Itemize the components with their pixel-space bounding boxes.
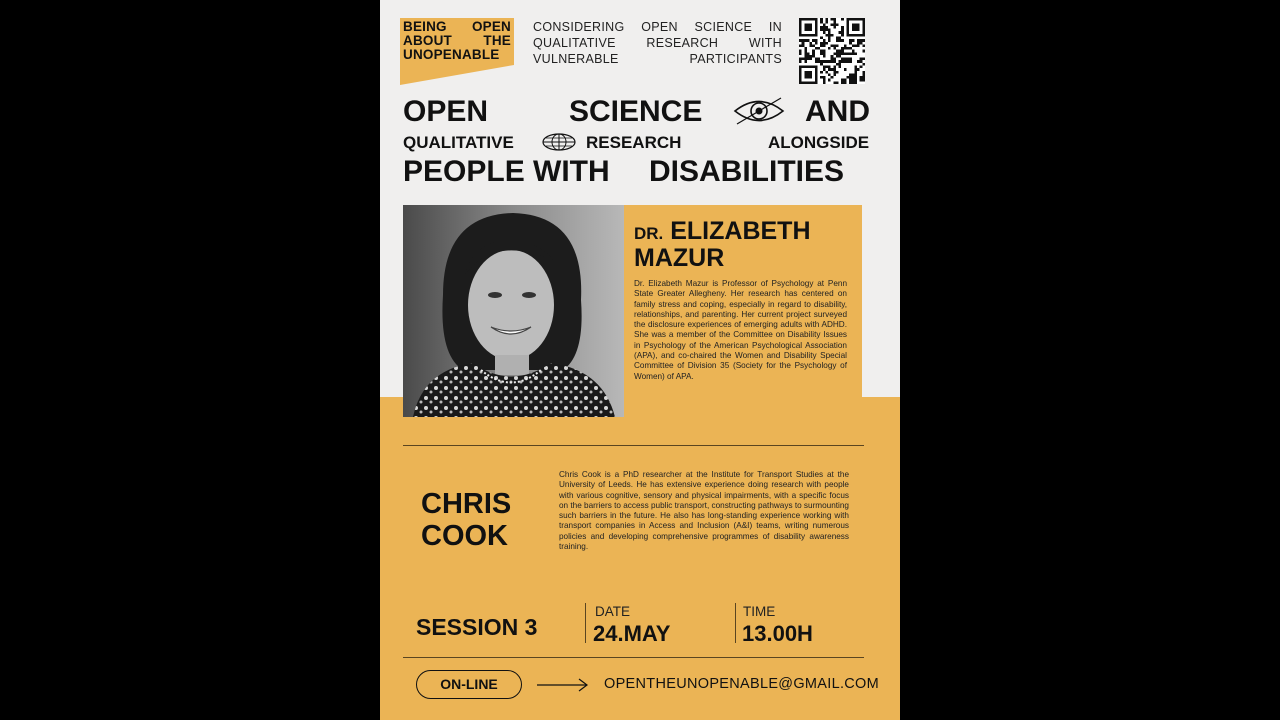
speaker1-last-name: MAZUR <box>634 244 725 272</box>
column-separator <box>735 603 736 643</box>
tagline-line: CONSIDERING OPEN SCIENCE IN <box>533 20 782 34</box>
speaker2-first-name: CHRIS <box>421 488 512 520</box>
title-word: RESEARCH <box>586 133 682 152</box>
title-word: DISABILITIES <box>649 155 845 188</box>
time-label: TIME <box>743 604 776 619</box>
title-word: OPEN <box>403 95 489 128</box>
session-number: SESSION 3 <box>416 614 538 640</box>
speaker1-name <box>634 219 811 271</box>
logo-text-line: ABOUT THE <box>403 33 511 48</box>
event-poster <box>380 0 900 720</box>
title-word: PEOPLE WITH <box>403 155 610 188</box>
title-word: AND <box>805 95 870 128</box>
eye-icon <box>733 96 785 126</box>
speaker2-last-name: COOK <box>421 520 508 552</box>
speaker1-first-name: ELIZABETH <box>670 217 811 245</box>
speaker1-prefix: DR. <box>634 224 664 243</box>
speaker2-name <box>421 488 511 552</box>
title-word: ALONGSIDE <box>768 133 870 152</box>
qr-code-icon[interactable] <box>799 18 865 84</box>
globe-icon <box>542 133 576 151</box>
logo-text-line: UNOPENABLE <box>403 47 500 62</box>
speaker2-bio: Chris Cook is a PhD researcher at the Institute for Transport Studies at the University of Leeds. He has extensive experience doing research with people with various cognitive, sensory and physical impairments, with a specific focus on the barriers to access public transport, constructing pathways to surmounting such barriers in the future. He also has long-standing experience working with transport companies in Access and Inclusion (A&I) teams, writing numerous policies and developing comprehensive programmes of disability awareness training. <box>559 470 849 552</box>
title-word: SCIENCE <box>569 95 703 128</box>
arrow-right-icon <box>537 676 589 694</box>
divider <box>403 445 864 446</box>
contact-email-link[interactable]: OPENTHEUNOPENABLE@GMAIL.COM <box>604 676 880 692</box>
speaker-photo <box>403 205 624 417</box>
logo-text-line: BEING OPEN <box>403 19 511 34</box>
speaker1-bio-box <box>624 205 862 417</box>
online-badge: ON-LINE <box>416 670 522 699</box>
column-separator <box>585 603 586 643</box>
logo <box>400 18 514 85</box>
divider <box>403 657 864 658</box>
title-word: QUALITATIVE <box>403 133 514 152</box>
event-time: 13.00H <box>742 621 813 646</box>
tagline-line: VULNERABLE PARTICIPANTS <box>533 52 782 66</box>
date-label: DATE <box>595 604 631 619</box>
speaker1-bio: Dr. Elizabeth Mazur is Professor of Psychology at Penn State Greater Allegheny. Her research has centered on family stress and coping, especially in regard to disability, relationships, and parenting. Her current project surveyed the disclosure experiences of emerging adults with ADHD. She was a member of the Committee on Disability Issues in Psychology of the American Psychological Association (APA), and co-chaired the Women and Disability Special Committee of Division 35 (Society for the Psychology of Women) of APA. <box>634 279 847 381</box>
tagline-line: QUALITATIVE RESEARCH WITH <box>533 36 782 50</box>
event-date: 24.MAY <box>593 621 671 646</box>
